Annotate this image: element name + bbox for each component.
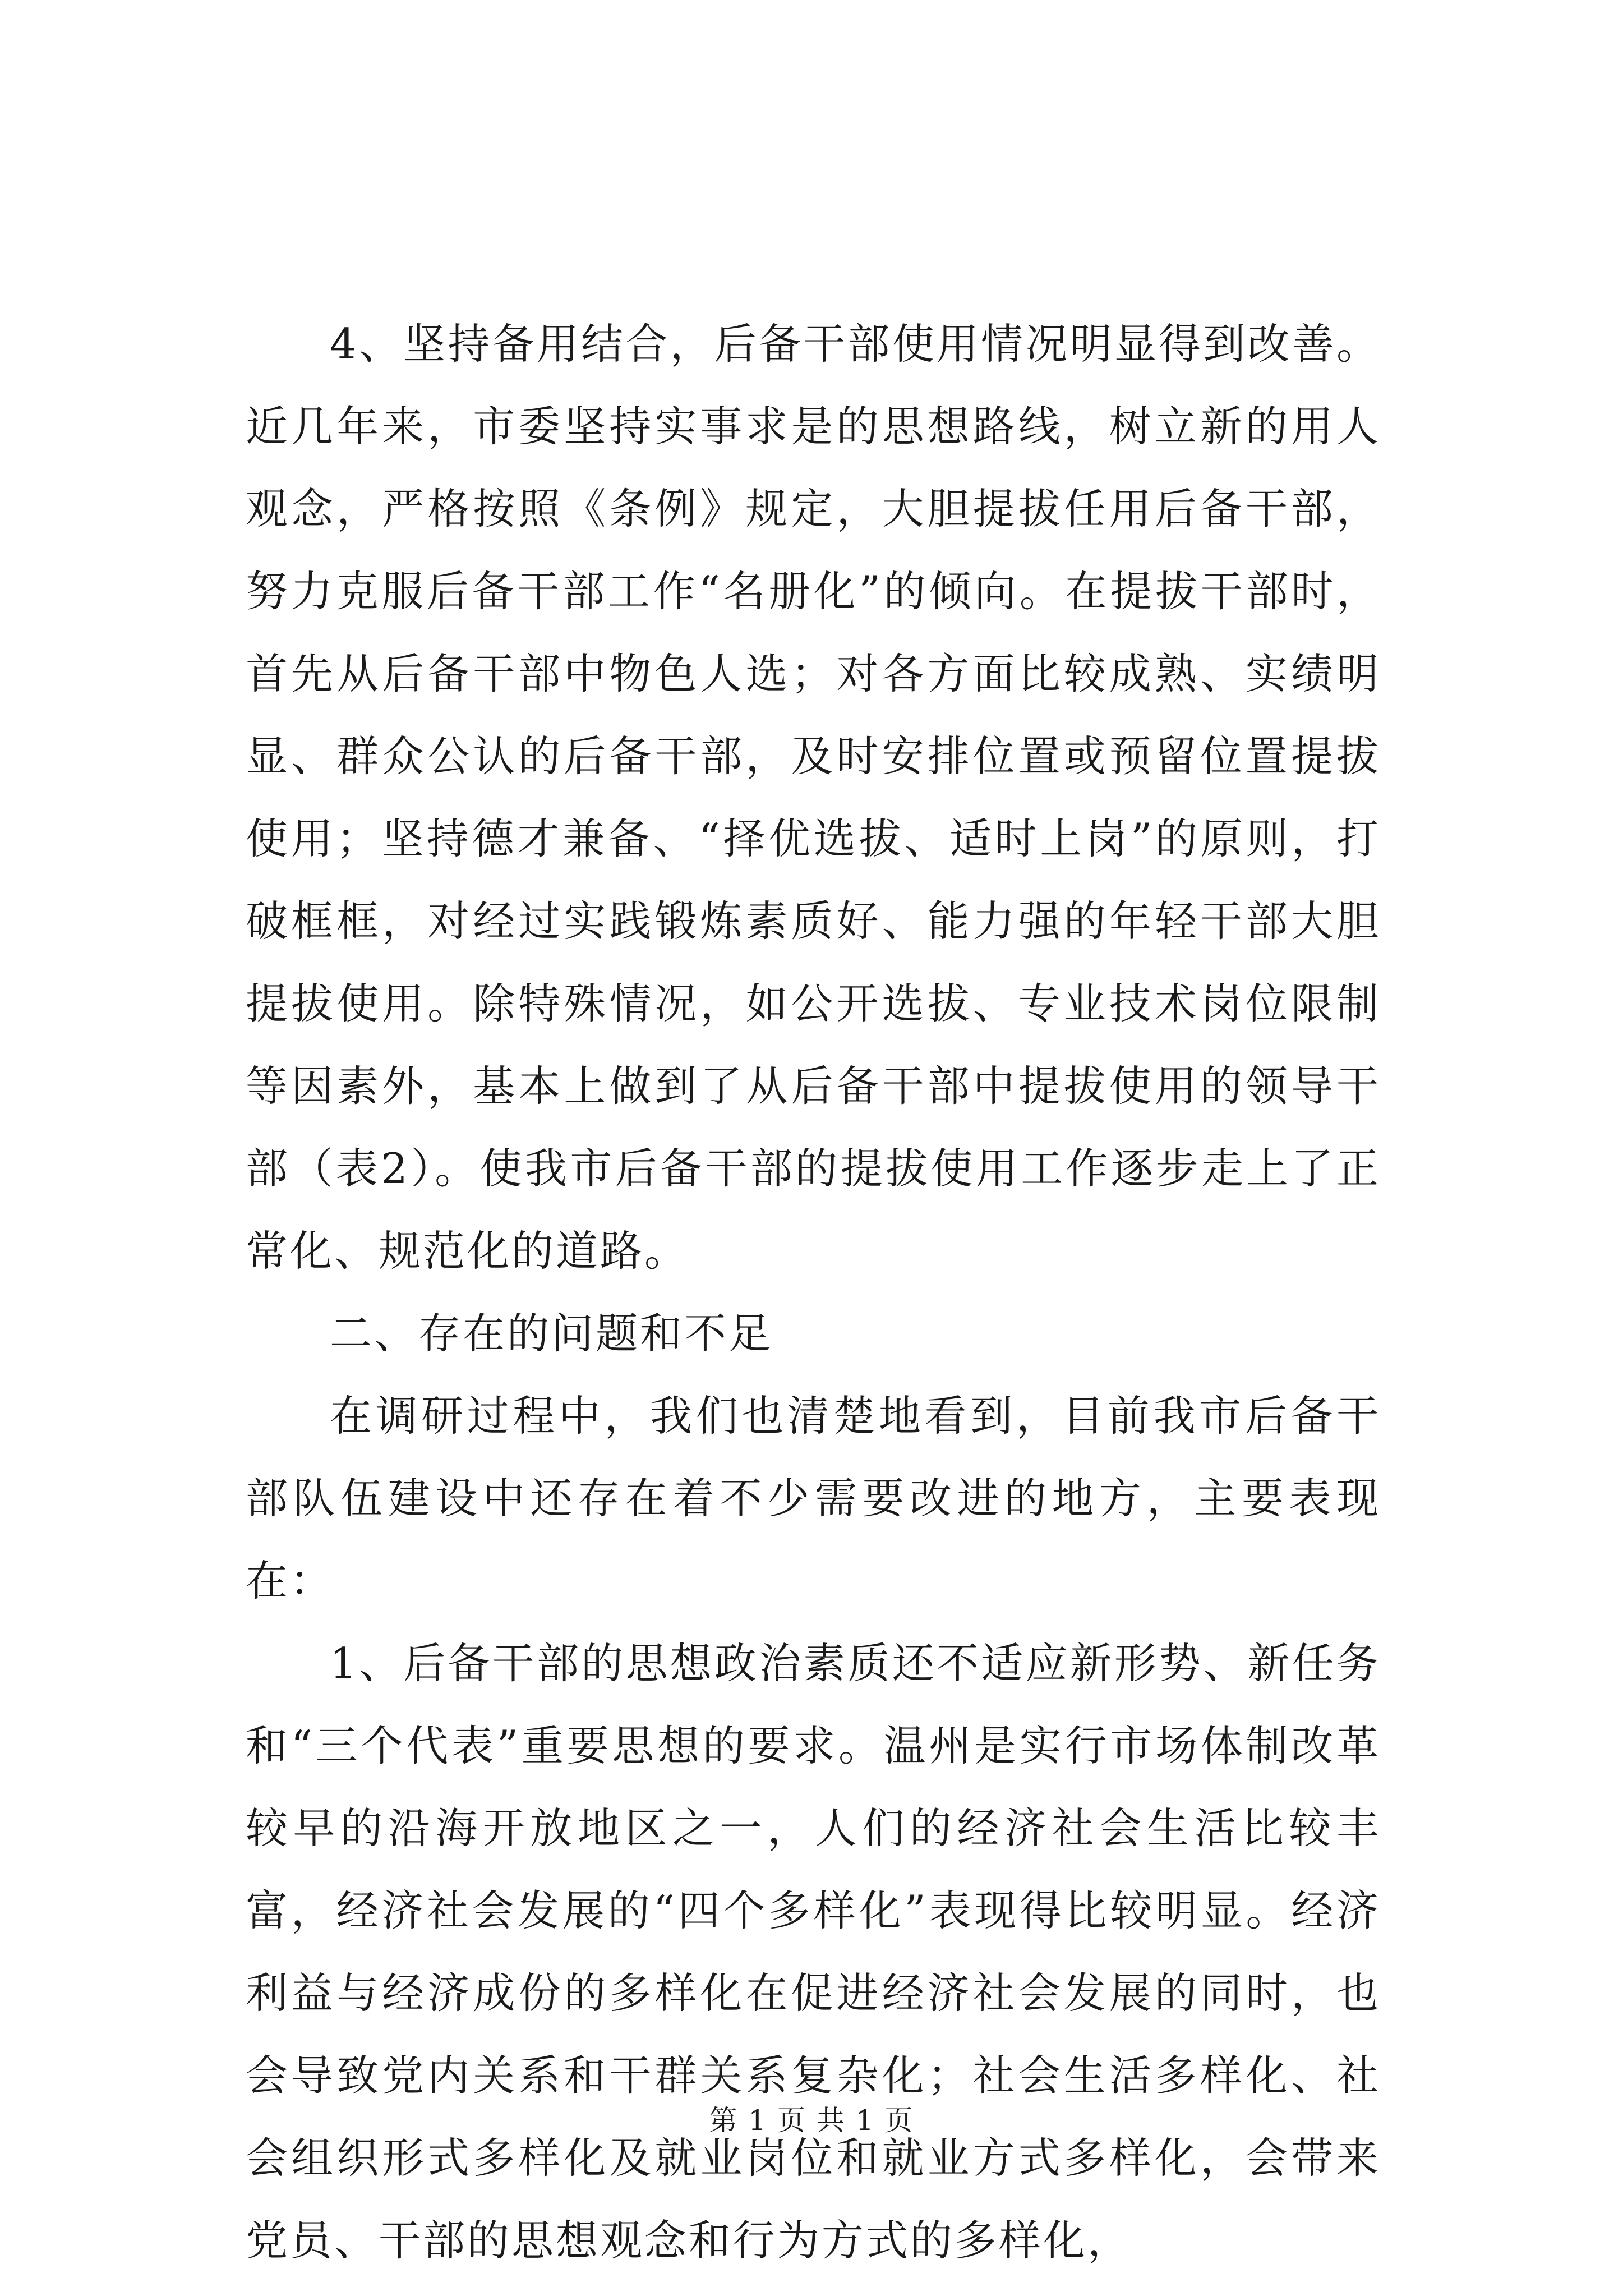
paragraph-item-4: 4、坚持备用结合，后备干部使用情况明显得到改善。近几年来，市委坚持实事求是的思想路线，树立新的用人观念，严格按照《条例》规定，大胆提拔任用后备干部，努力克服后备干部工作“名册化”的倾向。在提拔干部时，首先从后备干部中物色人选；对各方面比较成熟、实绩明显、群众公认的后备干部，及时安排位置或预留位置提拔使用；坚持德才兼备、“择优选拔、适时上岗”的原则，打破框框，对经过实践锻炼素质好、能力强的年轻干部大胆提拔使用。除特殊情况，如公开选拔、专业技术岗位限制等因素外，基本上做到了从后备干部中提拔使用的领导干部（表2）。使我市后备干部的提拔使用工作逐步走上了正常化、规范化的道路。 [246,319,1381,1276]
page-footer: 第 1 页 共 1 页 [709,2104,914,2137]
document-body [246,303,1381,2282]
section-heading-problems: 二、存在的问题和不足 [330,1309,773,1358]
paragraph-research-intro: 在调研过程中，我们也清楚地看到，目前我市后备干部队伍建设中还存在着不少需要改进的地方，主要表现在： [246,1391,1381,1605]
paragraph-item-1: 1、后备干部的思想政治素质还不适应新形势、新任务和“三个代表”重要思想的要求。温州是实行市场体制改革较早的沿海开放地区之一，人们的经济社会生活比较丰富，经济社会发展的“四个多样化”表现得比较明显。经济利益与经济成份的多样化在促进经济社会发展的同时，也会导致党内关系和干群关系复杂化；社会生活多样化、社会组织形式多样化及就业岗位和就业方式多样化，会带来党员、干部的思想观念和行为方式的多样化， [246,1639,1381,2265]
